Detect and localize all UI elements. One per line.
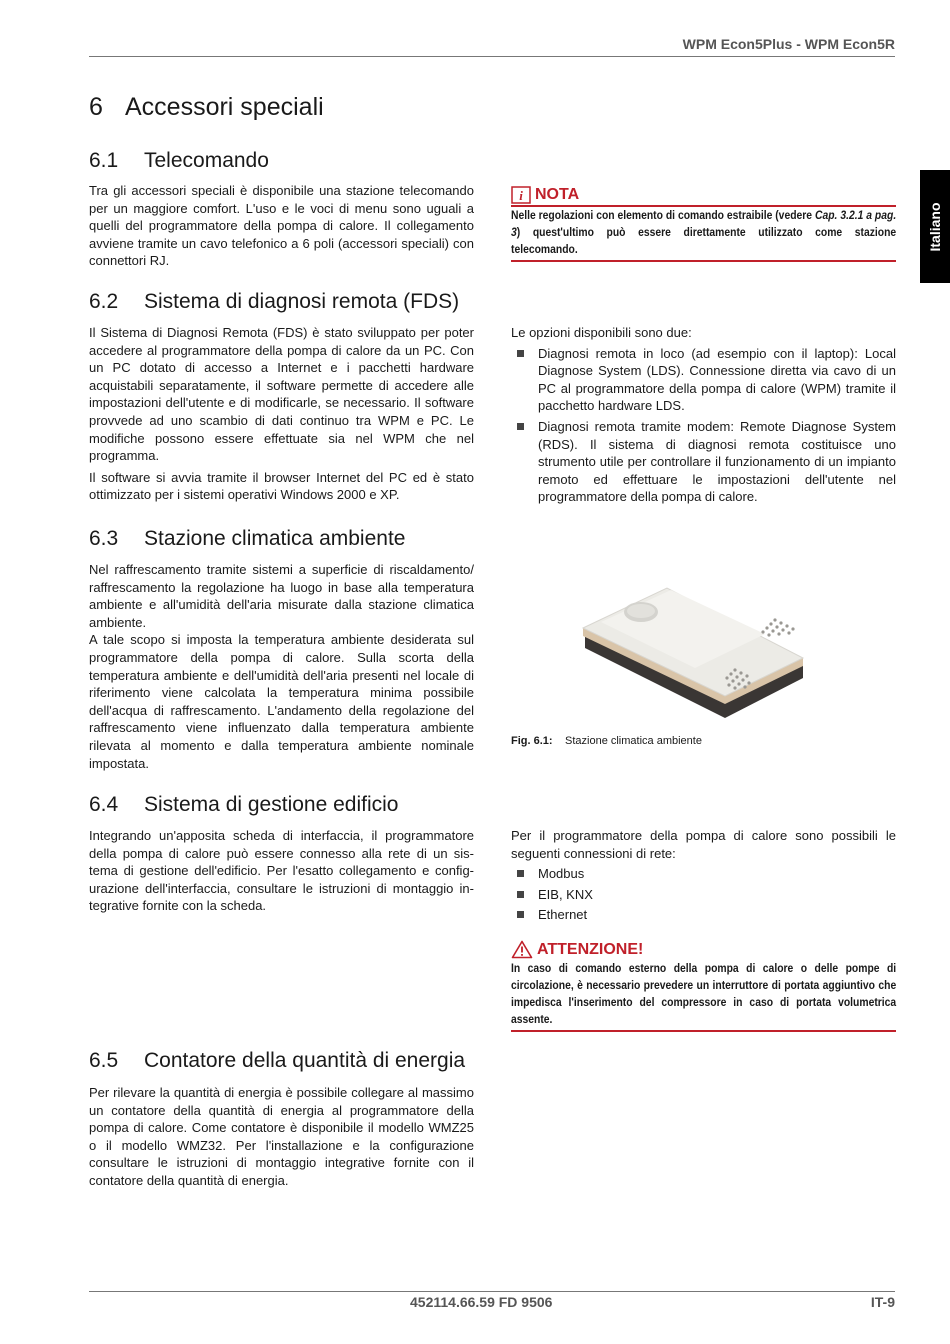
header-title: WPM Econ5Plus - WPM Econ5R xyxy=(682,36,895,52)
section-heading-6-3 xyxy=(89,527,405,551)
note-header xyxy=(511,186,896,204)
section-title: Sistema di diagnosi remota (FDS) xyxy=(144,290,460,313)
room-climate-station-image xyxy=(575,570,815,720)
footer-divider xyxy=(89,1291,895,1292)
figure-caption xyxy=(511,735,702,747)
section-6-1-text: Tra gli accessori speciali è disponibile una stazione telecomando per un maggiore comfort. L'uso e le voci di menu sono uguali a quelli del programmatore della pompa di calore. Il collegamento avviene tramite un cavo telefonico a 6 poli (accessori speciali) con connettori RJ. xyxy=(89,183,474,269)
figure-label: Fig. 6.1: xyxy=(511,735,553,747)
section-6-5-text: Per rilevare la quantità di energia è possibile collegare al massimo un contatore della quantità di energia al programmatore della pompa di calore. Come contatore è disponibile il modello WMZ25 o il modello WMZ32. Per l'installazione e la configurazione consultare le istruzioni di montaggio integrative fornite con il contatore della quantità di energia. xyxy=(89,1085,474,1188)
note-box xyxy=(511,186,896,262)
section-title: Sistema di gestione edificio xyxy=(144,793,399,816)
note-bottom-rule xyxy=(511,260,896,262)
section-6-2-paragraph-1: Il Sistema di Diagnosi Remota (FDS) è stato sviluppato per poter accedere al programmatore della pompa di calore da un PC. Con un PC dotato di accesso a Internet e i pacchetti hardware acquistabili separatamente, il software permette di accedere alle impostazioni dell'utente e di modificarle, se necessario. Il software provvede ad uno scambio di dati continuo tra WPM e PC. Le modifiche possono essere effettuate sia nel WPM che nel programma. xyxy=(89,325,474,464)
section-number: 6.1 xyxy=(89,149,119,172)
section-6-3-paragraph-1: Nel raffrescamento tramite sistemi a superficie di riscaldamento/ raffrescamento la regolazione ha luogo in base alla temperatura ambiente e all'umidità dell'aria misurate dalla stazione climatica ambiente. xyxy=(89,562,474,630)
warning-label: ATTENZIONE! xyxy=(537,940,644,958)
warning-header xyxy=(511,940,896,959)
list-item: Modbus xyxy=(511,865,896,883)
section-heading-6-4 xyxy=(89,793,398,817)
chapter-title-text: Accessori speciali xyxy=(125,93,324,121)
section-number: 6.3 xyxy=(89,527,119,550)
section-title: Contatore della quantità di energia xyxy=(144,1049,466,1072)
section-6-4-text: Integrando un'apposita scheda di interfaccia, il programmatore della pompa di calore può essere connesso alla rete di un sis-tema di gestione dell'edificio. Per l'esatto collegamento e config-urazione dell'interfaccia, consultare le istruzioni di montaggio in-tegrative fornite con la scheda. xyxy=(89,828,474,914)
figure-caption-text: Stazione climatica ambiente xyxy=(565,735,702,747)
list-item: Ethernet xyxy=(511,906,896,924)
connections-intro: Per il programmatore della pompa di calore sono possibili le seguenti connessioni di rete: xyxy=(511,828,896,861)
warning-text: In caso di comando esterno della pompa di calore o delle pompe di circolazione, è necessario prevedere un interruttore di portata aggiuntivo che impedisca l'inserimento del compressore in caso di portata volumetrica assente. xyxy=(511,963,897,1026)
svg-text:i: i xyxy=(519,188,523,203)
footer-document-code: 452114.66.59 FD 9506 xyxy=(410,1294,553,1310)
warning-bottom-rule xyxy=(511,1030,896,1032)
section-heading-6-2 xyxy=(89,290,459,314)
header-divider xyxy=(89,56,895,57)
language-tab xyxy=(920,170,950,283)
section-6-3-paragraph-2: A tale scopo si imposta la temperatura ambiente desiderata sul programmatore della pompa di calore. Sulla scorta della temperatura ambiente e dell'umidità dell'aria presenti nel locale di riferimento viene calcolata la temperatura minima possibile dell'acqua di raffrescamento. L'andamento della regolazione del raffrescamento viene influenzato dalla temperatura ambiente rilevata al momento e dalla temperatura ambiente nominale impostata. xyxy=(89,632,474,771)
section-title: Stazione climatica ambiente xyxy=(144,527,406,550)
section-6-3-text xyxy=(89,561,474,772)
note-text: Nelle regolazioni con elemento di comando estraibile (vedere Cap. 3.2.1 a pag. 3) quest'ultimo può essere direttamente utilizzato come stazione telecomando. xyxy=(511,210,897,256)
options-list xyxy=(511,345,896,506)
section-number: 6.5 xyxy=(89,1049,119,1072)
warning-box xyxy=(511,940,896,1032)
chapter-title xyxy=(89,93,324,122)
list-item: Diagnosi remota tramite modem: Remote Diagnose System (RDS). Il sistema di diagnosi remota costituisce uno strumento utile per controllare il funzionamento di un impianto remoto ed effettuare le impostazioni dell'utente nel programmatore della pompa di calore. xyxy=(511,418,896,506)
section-number: 6.4 xyxy=(89,793,119,816)
note-label: NOTA xyxy=(535,186,580,203)
list-item: Diagnosi remota in loco (ad esempio con il laptop): Local Diagnose System (LDS). Connessione diretta via cavo di un PC al programmatore della pompa di calore (WPM) tramite il pacchetto hardware LDS. xyxy=(511,345,896,415)
warning-icon xyxy=(511,940,533,959)
section-6-2-left xyxy=(89,324,474,504)
section-heading-6-5 xyxy=(89,1049,465,1073)
device-illustration xyxy=(575,570,815,720)
connections-list xyxy=(511,865,896,924)
note-reference: Cap. 3.2.1 a pag. 3 xyxy=(511,210,897,239)
section-number: 6.2 xyxy=(89,290,119,313)
info-icon xyxy=(511,186,531,204)
section-heading-6-1 xyxy=(89,149,269,173)
language-tab-label: Italiano xyxy=(927,201,943,252)
chapter-number: 6 xyxy=(89,93,103,121)
footer-page-number: IT-9 xyxy=(870,1294,895,1310)
section-6-2-right xyxy=(511,324,896,509)
section-title: Telecomando xyxy=(144,149,269,172)
options-intro: Le opzioni disponibili sono due: xyxy=(511,325,692,340)
section-6-2-paragraph-2: Il software si avvia tramite il browser Internet del PC ed è stato ottimizzato per i sistemi operativi Windows 2000 e XP. xyxy=(89,469,474,503)
note-top-rule xyxy=(511,205,896,207)
list-item: EIB, KNX xyxy=(511,886,896,904)
section-6-4-right xyxy=(511,827,896,927)
